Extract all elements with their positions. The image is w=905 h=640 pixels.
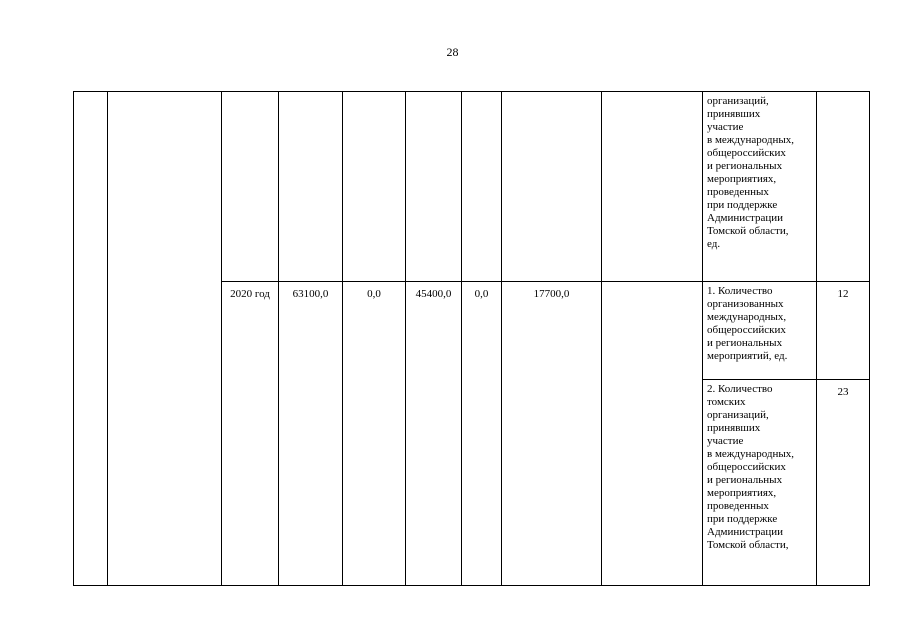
total-cell [279,92,343,282]
indicator-cell: 1. Количество организованных международных, общероссийских и региональных мероприятий, ед. [703,282,817,380]
program-table [73,91,870,586]
indicator-value-cell: 12 [817,282,870,380]
year-cell [222,92,279,282]
federal-budget-cell [343,92,406,282]
regional-budget-cell [406,92,462,282]
page-number: 28 [446,45,459,59]
executor-cell [602,92,703,282]
local-budget-cell [462,92,502,282]
extrabudgetary-cell [502,92,602,282]
indicator-cell: организаций, принявших участие в международных, общероссийских и региональных мероприятиях, проведенных при поддержке Администрации Томской области, ед. [703,92,817,282]
year-cell: 2020 год [222,282,279,586]
index-cell [74,92,108,586]
measure-name-cell [108,92,222,586]
executor-cell [602,282,703,586]
extrabudgetary-cell: 17700,0 [502,282,602,586]
total-cell: 63100,0 [279,282,343,586]
regional-budget-cell: 45400,0 [406,282,462,586]
federal-budget-cell: 0,0 [343,282,406,586]
local-budget-cell: 0,0 [462,282,502,586]
indicator-value-cell [817,92,870,282]
indicator-value-cell: 23 [817,380,870,586]
indicator-cell: 2. Количество томских организаций, принявших участие в международных, общероссийских и региональных мероприятиях, проведенных при поддержке Администрации Томской области, [703,380,817,586]
table-row [74,92,870,282]
